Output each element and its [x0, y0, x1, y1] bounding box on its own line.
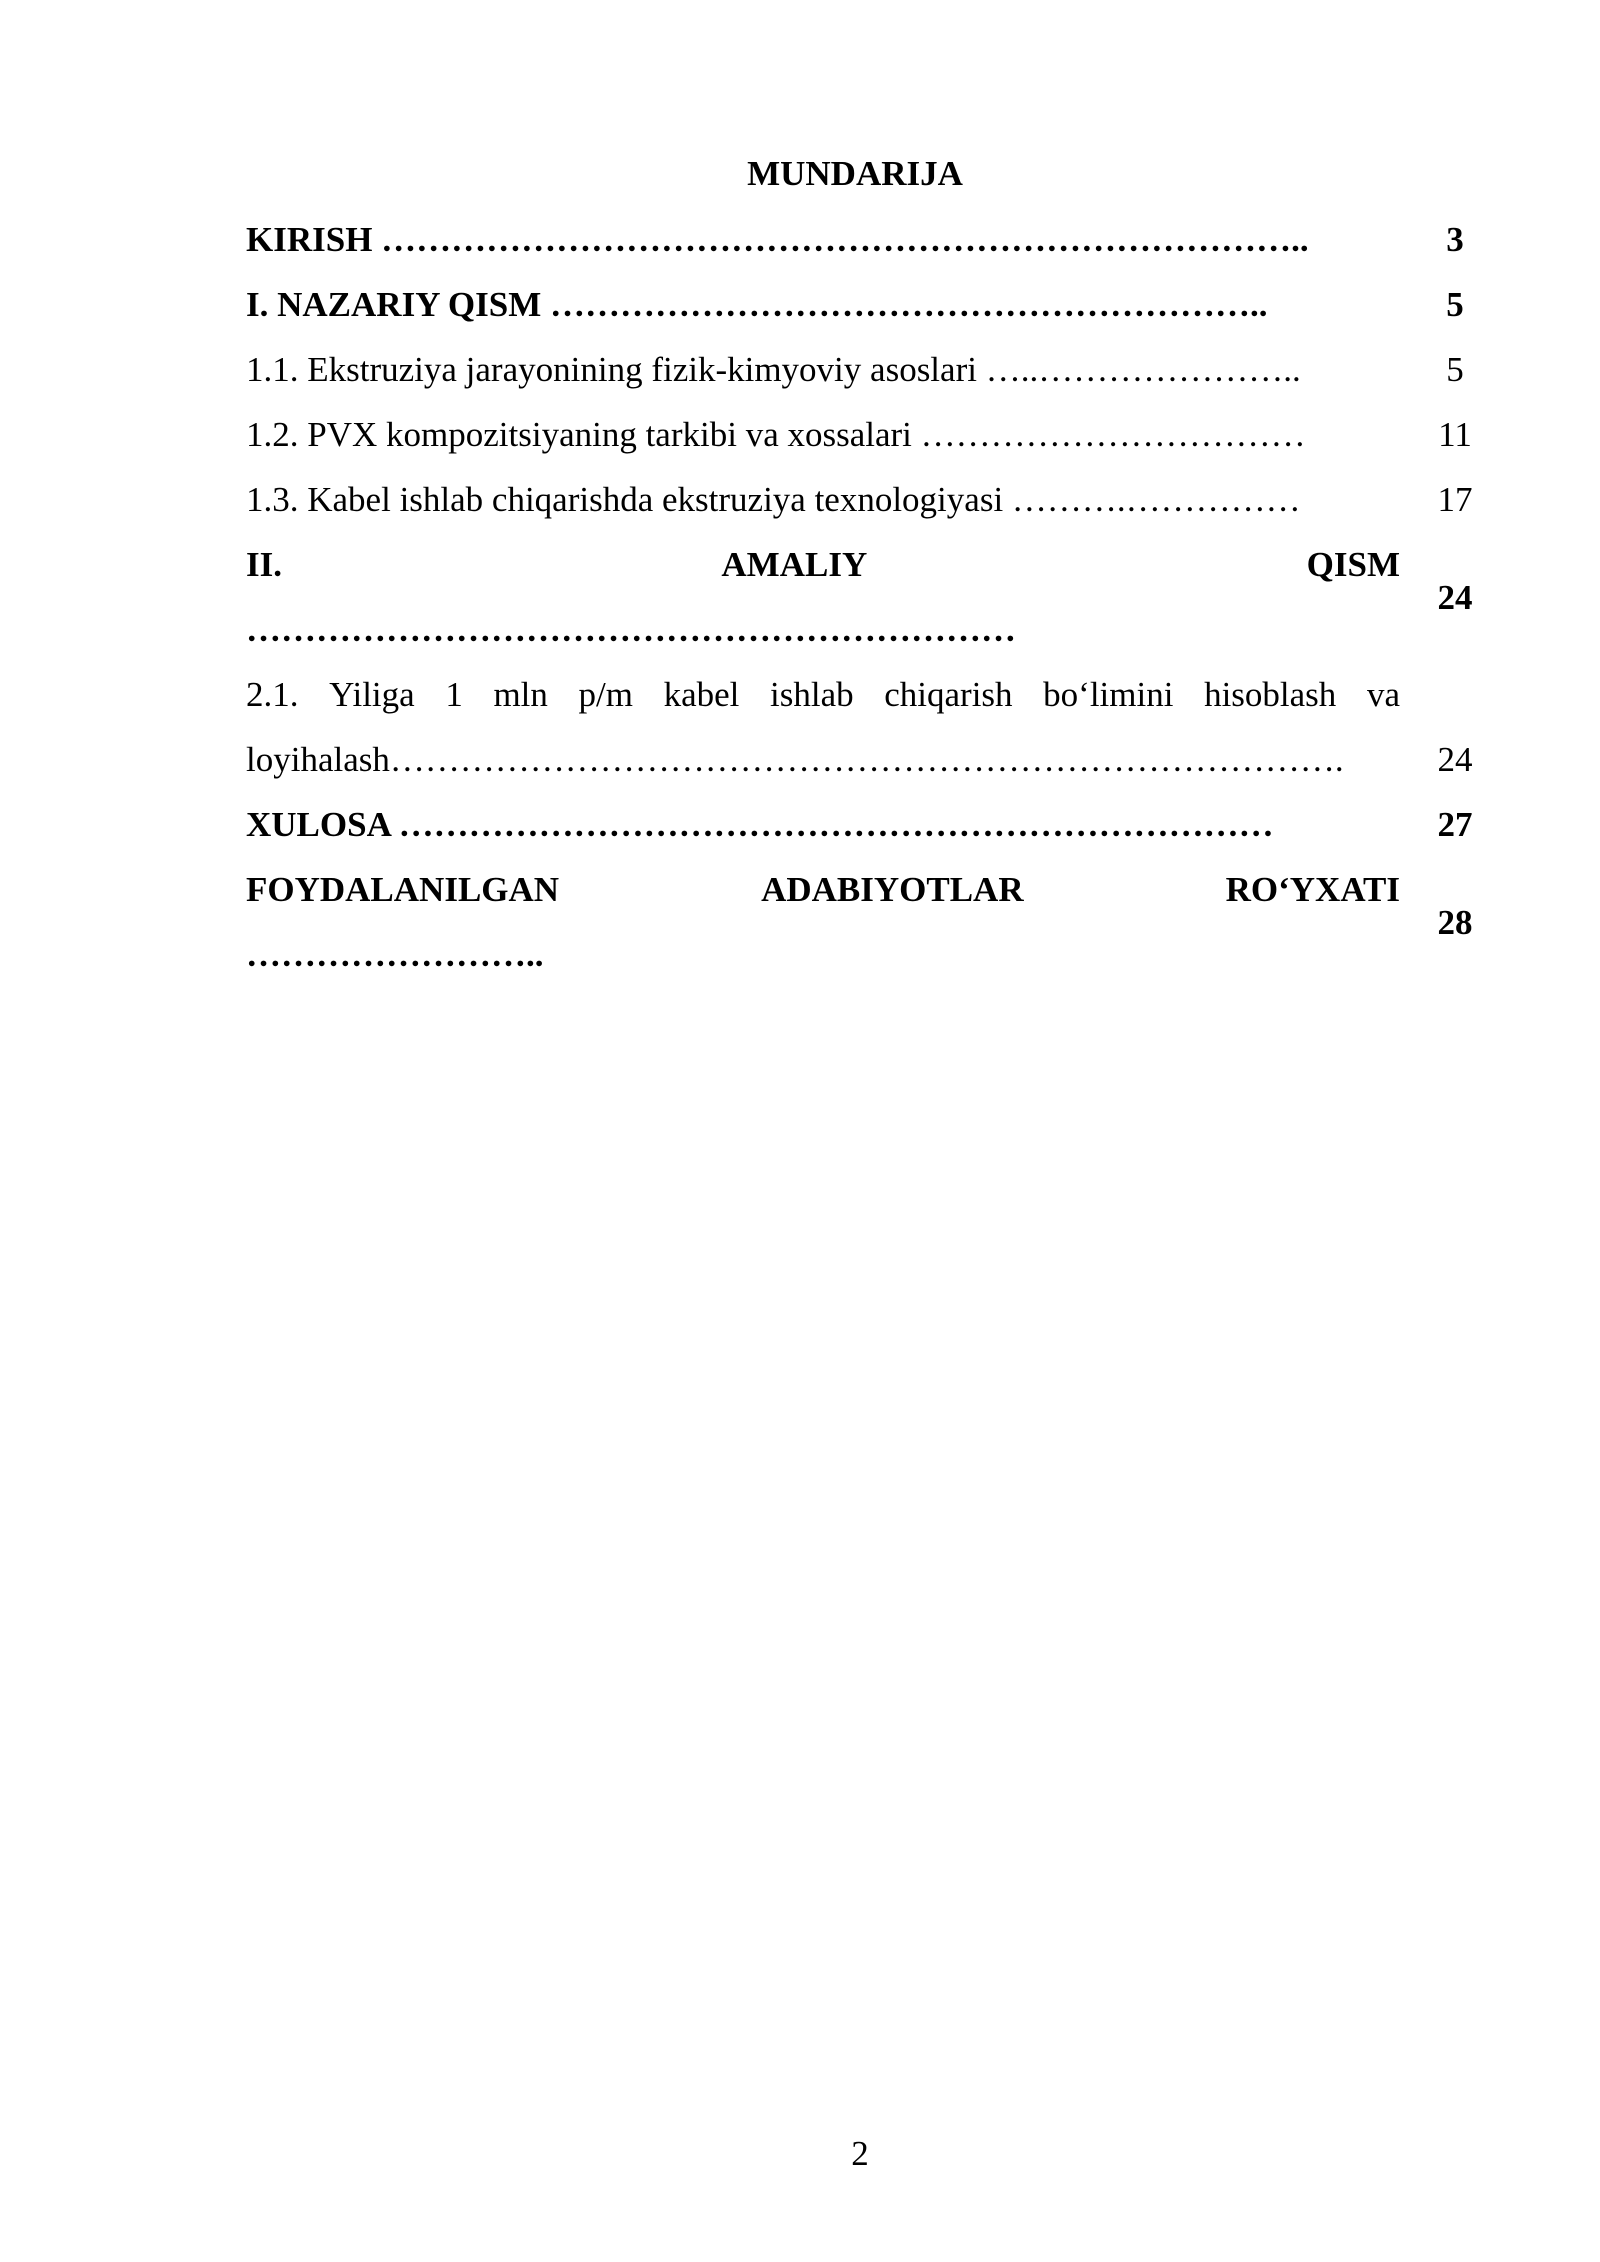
toc-page-xulosa: 27 — [1437, 805, 1473, 844]
toc-word: ADABIYOTLAR — [761, 870, 1024, 909]
toc-word: ishlab — [770, 675, 854, 714]
toc-word: va — [1366, 675, 1400, 714]
toc-entry-adabiyotlar — [246, 868, 1400, 912]
toc-page-adabiyotlar: 28 — [1437, 903, 1473, 942]
page-title: MUNDARIJA — [747, 154, 963, 193]
page-number: 2 — [851, 2134, 869, 2173]
toc-entry-1-1: 1.1. Ekstruziya jarayonining fizik-kimyoviy asoslari …..………………….. — [246, 350, 1301, 389]
toc-page-1-2: 11 — [1438, 415, 1472, 454]
toc-page-kirish: 3 — [1446, 220, 1464, 259]
toc-entry-nazariy-qism: I. NAZARIY QISM …………………………………………………….. — [246, 285, 1268, 324]
toc-word: 1 — [445, 675, 463, 714]
toc-word: Yiliga — [329, 675, 415, 714]
toc-page-2-1: 24 — [1437, 740, 1473, 779]
toc-page-amaliy-qism: 24 — [1437, 578, 1473, 617]
toc-word: p/m — [578, 675, 633, 714]
toc-word: RO‘YXATI — [1225, 870, 1400, 909]
toc-entry-1-3: 1.3. Kabel ishlab chiqarishda ekstruziya texnologiyasi ……….…………… — [246, 480, 1301, 519]
toc-entry-2-1 — [246, 673, 1400, 717]
toc-word: AMALIY — [721, 545, 868, 584]
toc-page-nazariy-qism: 5 — [1446, 285, 1464, 324]
toc-entry-2-1-line2: loyihalash………………………………………………………………………. — [246, 740, 1344, 779]
toc-entry-amaliy-qism — [246, 543, 1400, 587]
toc-word: mln — [493, 675, 548, 714]
toc-word: QISM — [1306, 545, 1400, 584]
toc-entry-1-2: 1.2. PVX kompozitsiyaning tarkibi va xossalari …………………………… — [246, 415, 1306, 454]
toc-page-1-3: 17 — [1437, 480, 1473, 519]
toc-word: chiqarish — [884, 675, 1013, 714]
toc-word: hisoblash — [1204, 675, 1337, 714]
toc-leader-amaliy-qism: ………………………………………………………… — [246, 610, 1016, 649]
toc-word: II. — [246, 545, 282, 584]
toc-entry-kirish: KIRISH …………………………………………………………………….. — [246, 220, 1309, 259]
toc-word: FOYDALANILGAN — [246, 870, 560, 909]
toc-page-1-1: 5 — [1446, 350, 1464, 389]
toc-word: kabel — [663, 675, 740, 714]
toc-entry-xulosa: XULOSA ………………………………………………………………… — [246, 805, 1274, 844]
toc-word: 2.1. — [246, 675, 299, 714]
toc-leader-adabiyotlar: …………………….. — [246, 935, 544, 974]
toc-word: bo‘limini — [1043, 675, 1174, 714]
